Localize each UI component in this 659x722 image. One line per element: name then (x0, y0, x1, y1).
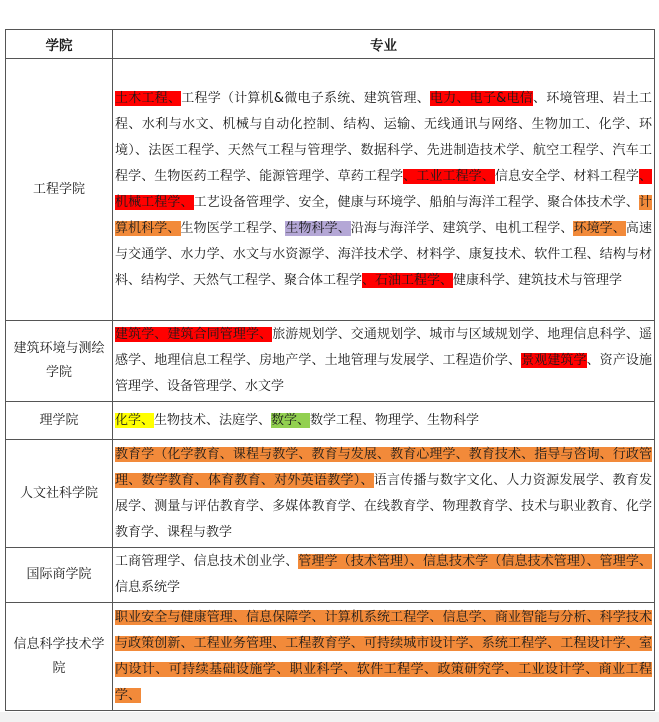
highlighted-major-text: 景观建筑学 (521, 353, 587, 368)
major-text: 生物医学工程学、 (180, 220, 286, 236)
highlighted-major-text: 职业安全与健康管理、信息保障学、计算机系统工程学、信息学、商业智能与分析、科学技术与政策创新、工程业务管理、工程教育学、可持续城市设计学、系统工程学、工程设计学、室内设计、可持续基础设施学、职业科学、软件工程学、政策研究学、工业设计学、商业工程学、 (115, 609, 652, 703)
majors-cell (113, 402, 655, 440)
major-text: 信息系统学 (115, 580, 181, 595)
major-text: 工艺设备管理学、安全，健康与环境学、船舶与海洋工程学、聚合体技术学、 (193, 194, 639, 210)
college-cell: 人文社科学院 (6, 440, 113, 548)
college-cell: 国际商学院 (6, 548, 113, 603)
table-row (6, 59, 655, 321)
major-text: 健康科学、建筑技术与管理学 (453, 272, 623, 288)
majors-cell (113, 321, 655, 402)
table-header-row (6, 30, 655, 59)
majors-cell (113, 603, 655, 711)
major-text: 、环境管理、岩土工程、水利与水文、机械与自动化控制、结构、运输、无线通讯与网络、生物加工、化学、环境）、法医工程学、天然气工程与管理学、数据科学、先进制造技术学、航空工程学、汽车工程学、生物医药工程学、能源管理学、草药工程学 (115, 90, 652, 184)
table-row (6, 548, 655, 603)
header-major: 专业 (113, 30, 655, 59)
header-college: 学院 (6, 30, 113, 59)
table-row (6, 603, 655, 711)
major-text: 旅游规划学、交通规划学、城市与区域规划学、地理信息科学、遥感学、地理信息工程学、房地产学、土地管理与发展学、工程造价学、 (115, 327, 652, 368)
major-text: 数学工程、物理学、生物科学 (310, 412, 480, 428)
major-text: 沿海与海洋学、建筑学、电机工程学、 (350, 220, 574, 236)
highlighted-major-text: 化学、 (115, 412, 155, 428)
college-cell: 工程学院 (6, 59, 113, 321)
college-cell: 建筑环境与测绘学院 (6, 321, 113, 402)
bottom-strip (0, 712, 659, 722)
highlighted-major-text: 环境学、 (573, 220, 626, 236)
highlighted-major-text: 教育学（化学教育、课程与教学、教育与发展、教育心理学、教育技术、指导与咨询、行政管理、数学教育、体育教育、对外英语教学）、 (115, 446, 652, 488)
major-text: 生物技术、法庭学、 (154, 412, 272, 428)
majors-cell (113, 548, 655, 603)
majors-table (5, 29, 655, 711)
majors-cell (113, 440, 655, 548)
highlighted-major-text: 、机械工程学、 (115, 168, 652, 210)
highlighted-major-text: 生物科学、 (285, 220, 351, 236)
major-text: 工商管理学、信息技术创业学、 (115, 554, 299, 569)
table-row (6, 440, 655, 548)
highlighted-major-text: 、石油工程学、 (362, 272, 454, 288)
highlighted-major-text: 建筑学、建筑合同管理学、 (115, 327, 273, 342)
table-row (6, 321, 655, 402)
major-text: 、资产设施管理学、设备管理学、水文学 (115, 353, 652, 394)
college-cell: 理学院 (6, 402, 113, 440)
highlighted-major-text: 土木工程、 (115, 90, 182, 106)
highlighted-major-text: 电力、电子&电信 (429, 90, 534, 106)
highlighted-major-text: 管理学（技术管理）、信息技术学（信息技术管理）、管理学、 (298, 554, 652, 569)
highlighted-major-text: 计算机科学、 (115, 194, 652, 236)
majors-cell (113, 59, 655, 321)
highlighted-major-text: 数学、 (271, 412, 311, 428)
table-row (6, 402, 655, 440)
major-text: 语言传播与数字文化、人力资源发展学、教育发展学、测量与评估教育学、多媒体教育学、在线教育学、物理教育学、技术与职业教育、化学教育学、课程与教学 (115, 472, 652, 540)
highlighted-major-text: 、工业工程学、 (403, 168, 495, 184)
college-cell: 信息科学技术学院 (6, 603, 113, 711)
major-text: 高速与交通学、水力学、水文与水资源学、海洋技术学、材料学、康复技术、软件工程、结构与材料、结构学、天然气工程学、聚合体工程学 (115, 220, 652, 288)
major-text: 信息安全学、材料工程学 (494, 168, 639, 184)
major-text: 工程学（计算机&微电子系统、建筑管理、 (181, 90, 430, 106)
